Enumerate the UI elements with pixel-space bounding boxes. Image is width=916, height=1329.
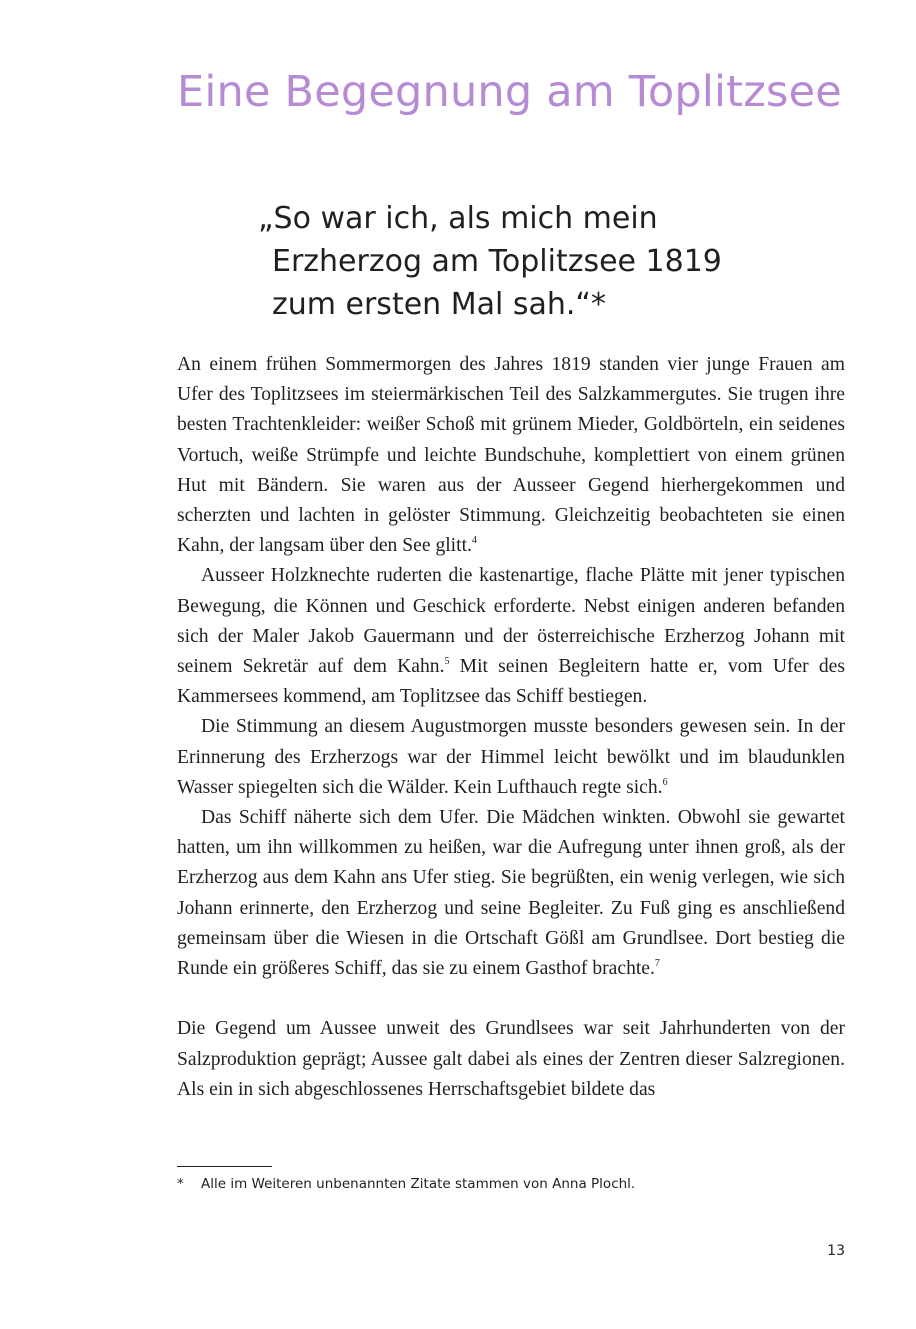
epigraph-line: „So war ich, als mich mein xyxy=(258,201,658,236)
paragraph-text: Die Stimmung an diesem Augustmorgen musste besonders gewesen sein. In der Erinnerung des Erzherzogs war der Himmel leicht bewölkt und im blaudunklen Wasser spiegelten sich die Wälder. Kein Lufthauch regte sich. xyxy=(177,716,845,798)
page-number: 13 xyxy=(827,1243,845,1259)
endnote-reference: 7 xyxy=(654,958,660,970)
paragraph-text: Das Schiff näherte sich dem Ufer. Die Mädchen winkten. Obwohl sie gewartet hatten, um ihn willkommen zu heißen, war die Aufregung unter ihnen groß, als der Erzherzog aus dem Kahn ans Ufer stieg. Sie begrüßten, ein wenig verlegen, wie sich Johann erinnerte, den Erzherzog und seine Begleiter. Zu Fuß ging es anschließend gemeinsam über die Wiesen in die Ortschaft Gößl am Grundlsee. Dort bestieg die Runde ein größeres Schiff, das sie zu einem Gasthof brachte. xyxy=(177,807,845,980)
footnote-text: Alle im Weiteren unbenannten Zitate stammen von Anna Plochl. xyxy=(201,1176,636,1192)
paragraph xyxy=(177,803,845,984)
paragraph xyxy=(177,561,845,712)
endnote-reference: 6 xyxy=(662,776,668,788)
chapter-title: Eine Begegnung am Toplitzsee xyxy=(177,67,842,117)
footnote-mark: * xyxy=(177,1176,184,1192)
footnote xyxy=(177,1174,635,1194)
paragraph-text: An einem frühen Sommermorgen des Jahres 1819 standen vier junge Frauen am Ufer des Toplitzsees im steiermärkischen Teil des Salzkammergutes. Sie trugen ihre besten Trachtenkleider: weißer Schoß mit grünem Mieder, Goldbörteln, ein seidenes Vortuch, weiße Strümpfe und leichte Bundschuhe, komplettiert von einem grünen Hut mit Bändern. Sie waren aus der Ausseer Gegend hierhergekommen und scherzten und lachten in gelöster Stimmung. Gleichzeitig beobachteten sie einen Kahn, der langsam über den See glitt. xyxy=(177,354,845,557)
endnote-reference: 5 xyxy=(444,656,450,668)
paragraph xyxy=(177,712,845,803)
paragraph-text: Die Gegend um Aussee unweit des Grundlsees war seit Jahrhunderten von der Salzproduktion geprägt; Aussee galt dabei als eines der Zentren dieser Salzregionen. Als ein in sich abgeschlossenes Herrschaftsgebiet bildete das xyxy=(177,1018,845,1100)
footnote-divider xyxy=(177,1166,272,1167)
epigraph-quote xyxy=(258,197,722,326)
paragraph xyxy=(177,350,845,561)
epigraph-line: Erzherzog am Toplitzsee 1819 xyxy=(272,244,722,279)
paragraph xyxy=(177,1014,845,1105)
paragraph-text: Mit seinen Begleitern hatte er, vom Ufer des Kammersees kommend, am Toplitzsee das Schiff bestiegen. xyxy=(177,656,845,708)
body-text xyxy=(177,350,845,1105)
epigraph-line: zum ersten Mal sah.“* xyxy=(272,287,606,322)
paragraph-text: Ausseer Holzknechte ruderten die kastenartige, flache Plätte mit jener typischen Bewegung, die Können und Geschick erforderte. Nebst einigen anderen befanden sich der Maler Jakob Gauermann und der österreichische Erzherzog Johann mit seinem Sekretär auf dem Kahn. xyxy=(177,565,845,678)
endnote-reference: 4 xyxy=(471,535,477,547)
